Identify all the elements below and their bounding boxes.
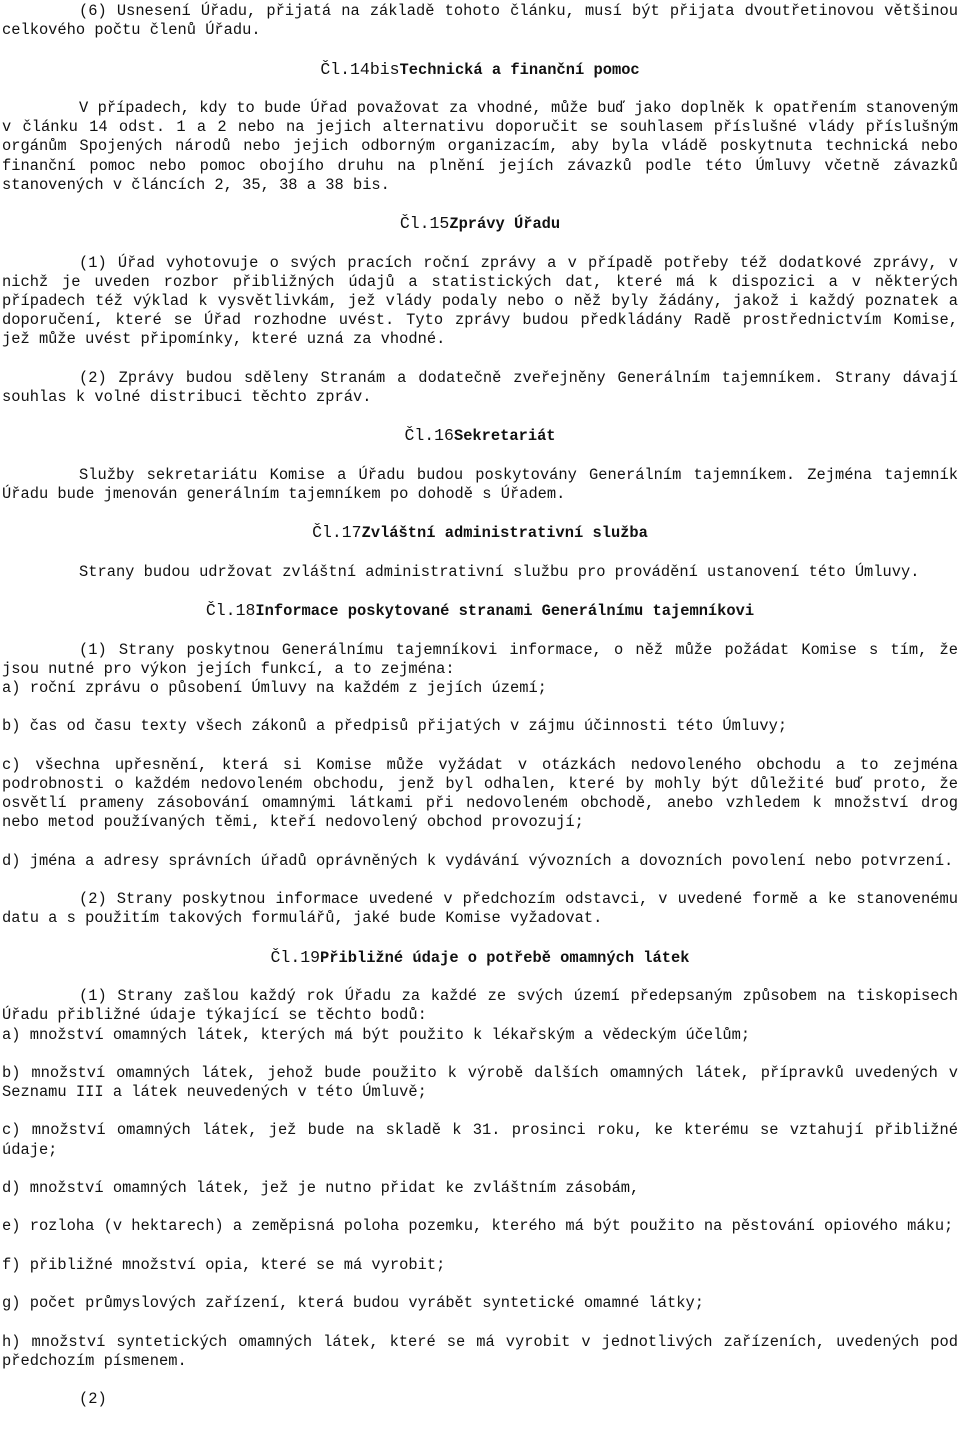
article-19-paragraph-1: (1) Strany zašlou každý rok Úřadu za každé ze svých území předepsaným způsobem na tiskopisech Úřadu přibližné údaje týkající se těchto bodů:	[2, 987, 958, 1025]
article-number: Čl.14bis	[320, 59, 400, 79]
article-title: Přibližné údaje o potřebě omamných látek	[320, 948, 690, 967]
article-title: Informace poskytované stranami Generálnímu tajemníkovi	[255, 602, 755, 621]
article-18-paragraph-2: (2) Strany poskytnou informace uvedené v předchozím odstavci, v uvedené formě a ke stanovenému datu a s použitím takových formulářů, jaké bude Komise vyžadovat.	[2, 890, 958, 928]
article-18-item-d: d) jména a adresy správních úřadů oprávněných k vydávání vývozních a dovozních povolení nebo potvrzení.	[2, 851, 954, 870]
article-title: Sekretariát	[453, 427, 556, 446]
article-18-item-b: b) čas od času texty všech zákonů a předpisů přijatých v zájmu účinnosti této Úmluvy;	[2, 717, 788, 736]
article-title: Zvláštní administrativní služba	[361, 524, 648, 543]
article-number: Čl.18	[205, 601, 256, 621]
article-number: Čl.19	[270, 947, 321, 967]
article-14bis-heading	[2, 60, 958, 80]
article-14bis-paragraph: V případech, kdy to bude Úřad považovat za vhodné, může buď jako doplněk k opatřením stanoveným v článku 14 odst. 1 a 2 nebo na jejich alternativu doporučit se souhlasem příslušné vlády příslušným orgánům Spojených národů nebo jejich odborným organizacím, aby byla vládě poskytnuta technická nebo finanční pomoc nebo pomoc obojího druhu na plnění jejích závazků podle této Úmluvy včetně závazků stanovených v článcích 2, 35, 38 a 38 bis.	[2, 98, 958, 194]
article-15-paragraph-1: (1) Úřad vyhotovuje o svých pracích roční zprávy a v případě potřeby též dodatkové zprávy, v nichž je uveden rozbor přibližných údajů a statistických dat, které má k dispozici a v některých případech též výklad k vysvětlivkám, jež vlády podaly nebo o něž byly žádány, jakož i každý poznatek a doporučení, které se Úřad rozhodne uvést. Tyto zprávy budou předkládány Radě prostřednictvím Komise, jež může uvést připomínky, které uzná za vhodné.	[2, 253, 958, 349]
article-18-heading	[2, 601, 958, 621]
article-19-item-b: b) množství omamných látek, jehož bude použito k výrobě dalších omamných látek, přípravků uvedených v Seznamu III a látek neuvedených v této Úmluvě;	[2, 1063, 958, 1102]
article-title: Zprávy Úřadu	[449, 215, 561, 234]
intro-paragraph: (6) Usnesení Úřadu, přijatá na základě tohoto článku, musí být přijata dvoutřetinovou většinou celkového počtu členů Úřadu.	[2, 2, 958, 40]
article-19-item-d: d) množství omamných látek, jež je nutno přidat ke zvláštním zásobám,	[2, 1179, 640, 1198]
article-19-item-e: e) rozloha (v hektarech) a zeměpisná poloha pozemku, kterého má být použito na pěstování opiového máku;	[2, 1217, 954, 1236]
article-17-paragraph: Strany budou udržovat zvláštní administrativní službu pro provádění ustanovení této Úmluvy.	[79, 562, 920, 581]
article-title: Technická a finanční pomoc	[399, 60, 640, 79]
article-16-paragraph: Služby sekretariátu Komise a Úřadu budou poskytovány Generálním tajemníkem. Zejména tajemník Úřadu bude jmenován generálním tajemníkem po dohodě s Úřadem.	[2, 465, 958, 503]
article-number: Čl.15	[399, 214, 450, 234]
article-19-item-f: f) přibližné množství opia, které se má vyrobit;	[2, 1255, 446, 1274]
article-number: Čl.17	[312, 523, 362, 543]
article-19-paragraph-2: (2)	[79, 1390, 107, 1409]
article-18-item-a: a) roční zprávu o působení Úmluvy na každém z jejích území;	[2, 678, 547, 697]
article-15-heading	[2, 214, 958, 234]
document-page	[0, 2, 960, 1409]
article-19-item-c: c) množství omamných látek, jež bude na skladě k 31. prosinci roku, ke kterému se vztahují přibližné údaje;	[2, 1121, 958, 1159]
article-18-item-c: c) všechna upřesnění, která si Komise může vyžádat v otázkách nedovoleného obchodu a to zejména podrobnosti o každém nedovoleném obchodu, jenž byl odhalen, které by mohly být důležité buď proto, že osvětlí prameny zásobování omamnými látkami při nedovoleném obchodě, anebo vzhledem k množství drog nebo metod používaných těmi, kteří nedovolený obchod provozují;	[2, 755, 958, 832]
article-19-item-h: h) množství syntetických omamných látek, které se má vyrobit v jednotlivých zařízeních, uvedených pod předchozím písmenem.	[2, 1332, 958, 1370]
article-number: Čl.16	[404, 426, 454, 446]
article-17-heading	[2, 523, 958, 543]
article-19-heading	[2, 948, 958, 968]
article-15-paragraph-2: (2) Zprávy budou sděleny Stranám a dodatečně zveřejněny Generálním tajemníkem. Strany dávají souhlas k volné distribuci těchto zpráv.	[2, 368, 958, 406]
article-19-item-a: a) množství omamných látek, kterých má být použito k lékařským a vědeckým účelům;	[2, 1025, 751, 1044]
article-19-item-g: g) počet průmyslových zařízení, která budou vyrábět syntetické omamné látky;	[2, 1294, 704, 1313]
article-16-heading	[2, 426, 958, 446]
article-18-paragraph-1: (1) Strany poskytnou Generálnímu tajemníkovi informace, o něž může požádat Komise s tím, že jsou nutné pro výkon jejích funkcí, a to zejména:	[2, 640, 958, 678]
